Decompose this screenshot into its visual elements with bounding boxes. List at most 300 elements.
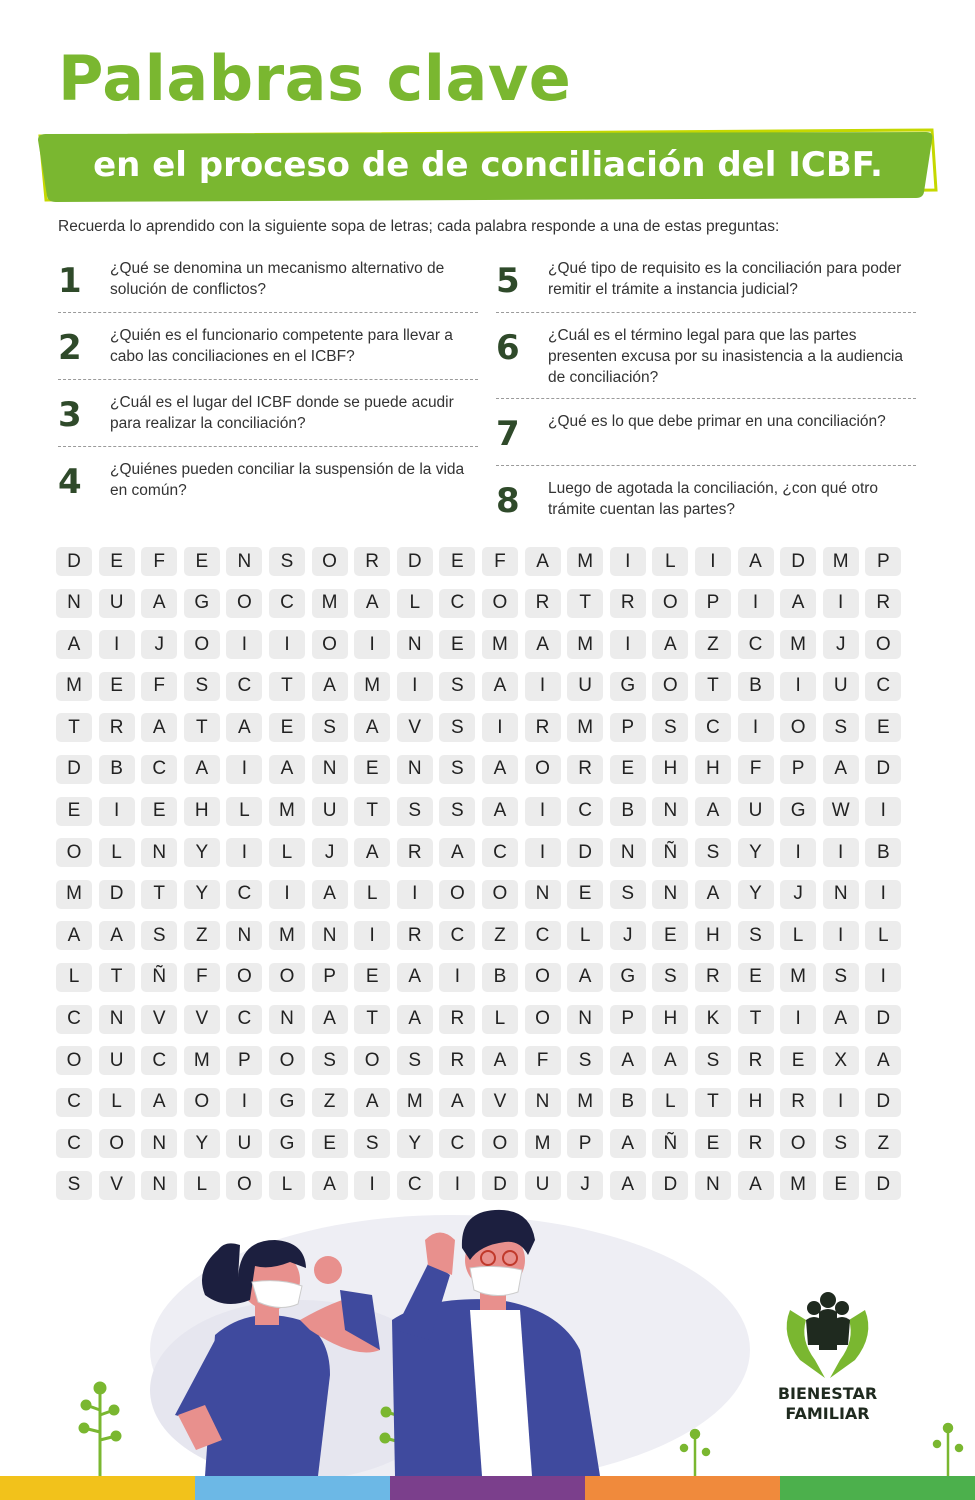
plant-icon [934, 1424, 962, 1476]
letter-cell: C [141, 1046, 177, 1075]
letter-cell: A [354, 1088, 390, 1117]
question-item [58, 459, 478, 511]
letter-cell: C [567, 797, 603, 826]
letter-cell: G [269, 1088, 305, 1117]
letter-cell: N [99, 1005, 135, 1034]
letter-cell: N [226, 921, 262, 950]
letter-cell: N [141, 1171, 177, 1200]
letter-cell: L [56, 963, 92, 992]
letter-cell: A [610, 1129, 646, 1158]
letter-cell: I [439, 1171, 475, 1200]
letter-cell: I [610, 630, 646, 659]
letter-cell: E [652, 921, 688, 950]
letter-cell: O [184, 1088, 220, 1117]
letter-cell: I [865, 880, 901, 909]
letter-cell: O [269, 963, 305, 992]
letter-cell: O [780, 713, 816, 742]
letter-cell: B [610, 1088, 646, 1117]
letter-cell: A [738, 547, 774, 576]
letter-cell: P [312, 963, 348, 992]
letter-cell: S [312, 1046, 348, 1075]
letter-cell: A [312, 1005, 348, 1034]
letter-cell: R [439, 1046, 475, 1075]
letter-cell: E [141, 797, 177, 826]
letter-cell: I [780, 1005, 816, 1034]
letter-cell: I [354, 630, 390, 659]
letter-cell: T [56, 713, 92, 742]
letter-cell: A [269, 755, 305, 784]
letter-cell: S [695, 838, 731, 867]
letter-cell: I [482, 713, 518, 742]
letter-cell: G [610, 963, 646, 992]
letter-cell: S [184, 672, 220, 701]
letter-cell: A [823, 755, 859, 784]
question-item [496, 411, 916, 466]
letter-cell: D [865, 1005, 901, 1034]
question-item [58, 392, 478, 447]
letter-cell: E [184, 547, 220, 576]
letter-cell: L [184, 1171, 220, 1200]
letter-cell: M [269, 921, 305, 950]
letter-cell: A [652, 1046, 688, 1075]
letter-cell: Y [738, 880, 774, 909]
letter-cell: R [865, 589, 901, 618]
letter-cell: S [397, 1046, 433, 1075]
letter-cell: A [141, 713, 177, 742]
questions-section [58, 258, 908, 542]
letter-cell: O [226, 1171, 262, 1200]
letter-cell: S [56, 1171, 92, 1200]
letter-cell: A [354, 838, 390, 867]
letter-cell: R [397, 838, 433, 867]
letter-cell: M [567, 630, 603, 659]
letter-cell: C [269, 589, 305, 618]
letter-cell: O [439, 880, 475, 909]
stripe-segment [780, 1476, 975, 1500]
letter-cell: S [439, 713, 475, 742]
letter-cell: S [652, 963, 688, 992]
letter-cell: P [567, 1129, 603, 1158]
letter-cell: I [269, 880, 305, 909]
logo-line2: FAMILIAR [785, 1404, 870, 1423]
letter-cell: A [312, 672, 348, 701]
letter-cell: E [269, 713, 305, 742]
letter-cell: C [439, 921, 475, 950]
letter-cell: T [695, 1088, 731, 1117]
letter-cell: I [780, 838, 816, 867]
letter-cell: X [823, 1046, 859, 1075]
letter-cell: Y [184, 880, 220, 909]
letter-cell: I [823, 589, 859, 618]
letter-cell: N [269, 1005, 305, 1034]
letter-cell: B [482, 963, 518, 992]
letter-cell: N [397, 630, 433, 659]
letter-cell: Y [397, 1129, 433, 1158]
word-search-grid [56, 547, 901, 1200]
letter-cell: B [865, 838, 901, 867]
letter-cell: I [525, 672, 561, 701]
letter-cell: A [482, 1046, 518, 1075]
letter-cell: E [354, 755, 390, 784]
letter-cell: O [780, 1129, 816, 1158]
letter-cell: C [695, 713, 731, 742]
letter-cell: C [439, 1129, 475, 1158]
letter-cell: N [397, 755, 433, 784]
letter-cell: I [823, 1088, 859, 1117]
letter-cell: L [99, 838, 135, 867]
letter-cell: M [567, 713, 603, 742]
letter-cell: I [610, 547, 646, 576]
letter-cell: Z [695, 630, 731, 659]
letter-cell: S [610, 880, 646, 909]
letter-cell: R [738, 1129, 774, 1158]
letter-cell: A [610, 1046, 646, 1075]
letter-cell: S [567, 1046, 603, 1075]
letter-cell: E [99, 672, 135, 701]
letter-cell: R [610, 589, 646, 618]
letter-cell: K [695, 1005, 731, 1034]
letter-cell: I [439, 963, 475, 992]
letter-cell: E [695, 1129, 731, 1158]
color-stripe [0, 1476, 975, 1500]
letter-cell: A [439, 1088, 475, 1117]
letter-cell: O [482, 589, 518, 618]
letter-cell: I [269, 630, 305, 659]
letter-cell: I [823, 921, 859, 950]
letter-cell: Z [312, 1088, 348, 1117]
letter-cell: R [695, 963, 731, 992]
plant-icon [681, 1430, 709, 1476]
letter-cell: Ñ [141, 963, 177, 992]
letter-cell: E [312, 1129, 348, 1158]
letter-cell: L [397, 589, 433, 618]
letter-cell: M [184, 1046, 220, 1075]
letter-cell: D [56, 755, 92, 784]
letter-cell: D [865, 1171, 901, 1200]
letter-cell: A [482, 672, 518, 701]
stripe-segment [585, 1476, 780, 1500]
letter-cell: S [312, 713, 348, 742]
letter-cell: O [99, 1129, 135, 1158]
letter-cell: O [865, 630, 901, 659]
letter-cell: M [780, 630, 816, 659]
letter-cell: I [865, 963, 901, 992]
letter-cell: G [780, 797, 816, 826]
letter-cell: E [439, 630, 475, 659]
letter-cell: I [738, 713, 774, 742]
letter-cell: L [226, 797, 262, 826]
letter-cell: I [99, 630, 135, 659]
stripe-segment [390, 1476, 585, 1500]
letter-cell: O [652, 672, 688, 701]
subtitle-banner [36, 128, 940, 206]
letter-cell: V [397, 713, 433, 742]
letter-cell: R [354, 547, 390, 576]
letter-cell: V [99, 1171, 135, 1200]
letter-cell: A [56, 921, 92, 950]
letter-cell: A [397, 963, 433, 992]
letter-cell: L [354, 880, 390, 909]
letter-cell: C [226, 1005, 262, 1034]
letter-cell: A [56, 630, 92, 659]
letter-cell: C [525, 921, 561, 950]
letter-cell: L [780, 921, 816, 950]
questions-left-column [58, 258, 478, 542]
letter-cell: H [738, 1088, 774, 1117]
letter-cell: N [312, 755, 348, 784]
question-text: ¿Qué se denomina un mecanismo alternativo de solución de conflictos? [110, 260, 445, 298]
letter-cell: O [269, 1046, 305, 1075]
letter-cell: U [567, 672, 603, 701]
letter-cell: I [780, 672, 816, 701]
question-number: 1 [58, 261, 82, 301]
letter-cell: R [99, 713, 135, 742]
letter-cell: F [525, 1046, 561, 1075]
letter-cell: N [823, 880, 859, 909]
letter-cell: H [652, 755, 688, 784]
page-title: Palabras clave [58, 42, 572, 115]
letter-cell: T [184, 713, 220, 742]
letter-cell: T [269, 672, 305, 701]
letter-cell: Y [738, 838, 774, 867]
letter-cell: N [652, 797, 688, 826]
letter-cell: I [226, 755, 262, 784]
letter-cell: M [312, 589, 348, 618]
letter-cell: S [439, 755, 475, 784]
letter-cell: J [567, 1171, 603, 1200]
letter-cell: J [312, 838, 348, 867]
letter-cell: T [695, 672, 731, 701]
letter-cell: C [482, 838, 518, 867]
letter-cell: S [695, 1046, 731, 1075]
question-text: ¿Cuál es el lugar del ICBF donde se puede acudir para realizar la conciliación? [110, 394, 454, 432]
letter-cell: F [738, 755, 774, 784]
letter-cell: L [269, 1171, 305, 1200]
question-number: 6 [496, 328, 520, 368]
letter-cell: J [823, 630, 859, 659]
letter-cell: D [56, 547, 92, 576]
letter-cell: C [56, 1088, 92, 1117]
question-text: Luego de agotada la conciliación, ¿con qué otro trámite cuentan las partes? [548, 480, 879, 518]
letter-cell: D [397, 547, 433, 576]
letter-cell: G [184, 589, 220, 618]
letter-cell: O [226, 963, 262, 992]
letter-cell: T [738, 1005, 774, 1034]
stripe-segment [0, 1476, 195, 1500]
letter-cell: S [439, 672, 475, 701]
question-item [496, 258, 916, 313]
letter-cell: M [567, 547, 603, 576]
letter-cell: V [141, 1005, 177, 1034]
letter-cell: E [99, 547, 135, 576]
letter-cell: O [312, 630, 348, 659]
letter-cell: R [567, 755, 603, 784]
letter-cell: A [354, 589, 390, 618]
letter-cell: I [226, 630, 262, 659]
letter-cell: C [439, 589, 475, 618]
letter-cell: P [865, 547, 901, 576]
letter-cell: A [482, 755, 518, 784]
letter-cell: J [610, 921, 646, 950]
letter-cell: L [482, 1005, 518, 1034]
letter-cell: E [56, 797, 92, 826]
letter-cell: Z [865, 1129, 901, 1158]
letter-cell: L [99, 1088, 135, 1117]
letter-cell: Ñ [652, 1129, 688, 1158]
question-number: 8 [496, 481, 520, 521]
letter-cell: U [738, 797, 774, 826]
letter-cell: P [226, 1046, 262, 1075]
subtitle: en el proceso de de conciliación del ICBF. [93, 145, 883, 185]
letter-cell: H [695, 921, 731, 950]
letter-cell: C [738, 630, 774, 659]
letter-cell: S [439, 797, 475, 826]
letter-cell: H [184, 797, 220, 826]
letter-cell: N [652, 880, 688, 909]
letter-cell: N [141, 838, 177, 867]
letter-cell: E [610, 755, 646, 784]
letter-cell: B [99, 755, 135, 784]
question-item [496, 478, 916, 530]
letter-cell: R [439, 1005, 475, 1034]
letter-cell: S [823, 1129, 859, 1158]
letter-cell: L [269, 838, 305, 867]
letter-cell: T [99, 963, 135, 992]
letter-cell: N [525, 880, 561, 909]
letter-cell: M [780, 1171, 816, 1200]
letter-cell: P [610, 1005, 646, 1034]
letter-cell: A [397, 1005, 433, 1034]
letter-cell: T [354, 797, 390, 826]
question-text: ¿Cuál es el término legal para que las partes presenten excusa por su inasistencia a la audiencia de conciliación? [548, 327, 904, 386]
question-item [58, 325, 478, 380]
letter-cell: I [525, 838, 561, 867]
letter-cell: A [99, 921, 135, 950]
letter-cell: O [354, 1046, 390, 1075]
letter-cell: C [56, 1005, 92, 1034]
letter-cell: A [439, 838, 475, 867]
letter-cell: I [226, 838, 262, 867]
letter-cell: V [184, 1005, 220, 1034]
letter-cell: L [567, 921, 603, 950]
letter-cell: E [567, 880, 603, 909]
letter-cell: O [482, 880, 518, 909]
letter-cell: U [525, 1171, 561, 1200]
letter-cell: D [99, 880, 135, 909]
question-item [58, 258, 478, 313]
letter-cell: O [184, 630, 220, 659]
letter-cell: Ñ [652, 838, 688, 867]
letter-cell: I [354, 921, 390, 950]
letter-cell: G [269, 1129, 305, 1158]
letter-cell: I [354, 1171, 390, 1200]
question-item [496, 325, 916, 399]
letter-cell: A [780, 589, 816, 618]
letter-cell: A [226, 713, 262, 742]
questions-right-column [496, 258, 916, 542]
letter-cell: I [99, 797, 135, 826]
letter-cell: U [312, 797, 348, 826]
letter-cell: O [652, 589, 688, 618]
letter-cell: U [823, 672, 859, 701]
plant-icon [80, 1383, 120, 1476]
question-number: 4 [58, 462, 82, 502]
letter-cell: M [823, 547, 859, 576]
letter-cell: D [865, 1088, 901, 1117]
letter-cell: C [226, 880, 262, 909]
letter-cell: I [695, 547, 731, 576]
question-text: ¿Qué tipo de requisito es la conciliación para poder remitir el trámite a instancia judicial? [548, 260, 902, 298]
letter-cell: Z [184, 921, 220, 950]
letter-cell: M [56, 880, 92, 909]
letter-cell: E [865, 713, 901, 742]
question-number: 3 [58, 395, 82, 435]
letter-cell: P [610, 713, 646, 742]
letter-cell: E [823, 1171, 859, 1200]
letter-cell: D [567, 838, 603, 867]
letter-cell: D [865, 755, 901, 784]
question-number: 2 [58, 328, 82, 368]
letter-cell: O [525, 1005, 561, 1034]
letter-cell: S [269, 547, 305, 576]
letter-cell: S [823, 713, 859, 742]
letter-cell: T [141, 880, 177, 909]
letter-cell: L [652, 1088, 688, 1117]
letter-cell: S [141, 921, 177, 950]
letter-cell: M [56, 672, 92, 701]
letter-cell: A [184, 755, 220, 784]
letter-cell: R [780, 1088, 816, 1117]
letter-cell: F [141, 547, 177, 576]
letter-cell: A [823, 1005, 859, 1034]
letter-cell: O [312, 547, 348, 576]
letter-cell: U [99, 1046, 135, 1075]
letter-cell: A [738, 1171, 774, 1200]
letter-cell: W [823, 797, 859, 826]
letter-cell: R [525, 589, 561, 618]
question-text: ¿Qué es lo que debe primar en una conciliación? [548, 413, 886, 430]
letter-cell: C [226, 672, 262, 701]
letter-cell: S [823, 963, 859, 992]
letter-cell: H [652, 1005, 688, 1034]
letter-cell: S [738, 921, 774, 950]
letter-cell: T [567, 589, 603, 618]
question-number: 7 [496, 414, 520, 454]
letter-cell: L [652, 547, 688, 576]
letter-cell: A [695, 880, 731, 909]
letter-cell: P [780, 755, 816, 784]
letter-cell: O [226, 589, 262, 618]
letter-cell: O [56, 838, 92, 867]
letter-cell: V [482, 1088, 518, 1117]
letter-cell: D [482, 1171, 518, 1200]
letter-cell: I [823, 838, 859, 867]
letter-cell: E [780, 1046, 816, 1075]
letter-cell: A [141, 589, 177, 618]
question-number: 5 [496, 261, 520, 301]
letter-cell: I [397, 672, 433, 701]
letter-cell: O [482, 1129, 518, 1158]
letter-cell: I [525, 797, 561, 826]
letter-cell: Y [184, 1129, 220, 1158]
letter-cell: I [738, 589, 774, 618]
letter-cell: G [610, 672, 646, 701]
letter-cell: A [865, 1046, 901, 1075]
letter-cell: R [738, 1046, 774, 1075]
letter-cell: F [184, 963, 220, 992]
letter-cell: F [141, 672, 177, 701]
letter-cell: C [397, 1171, 433, 1200]
